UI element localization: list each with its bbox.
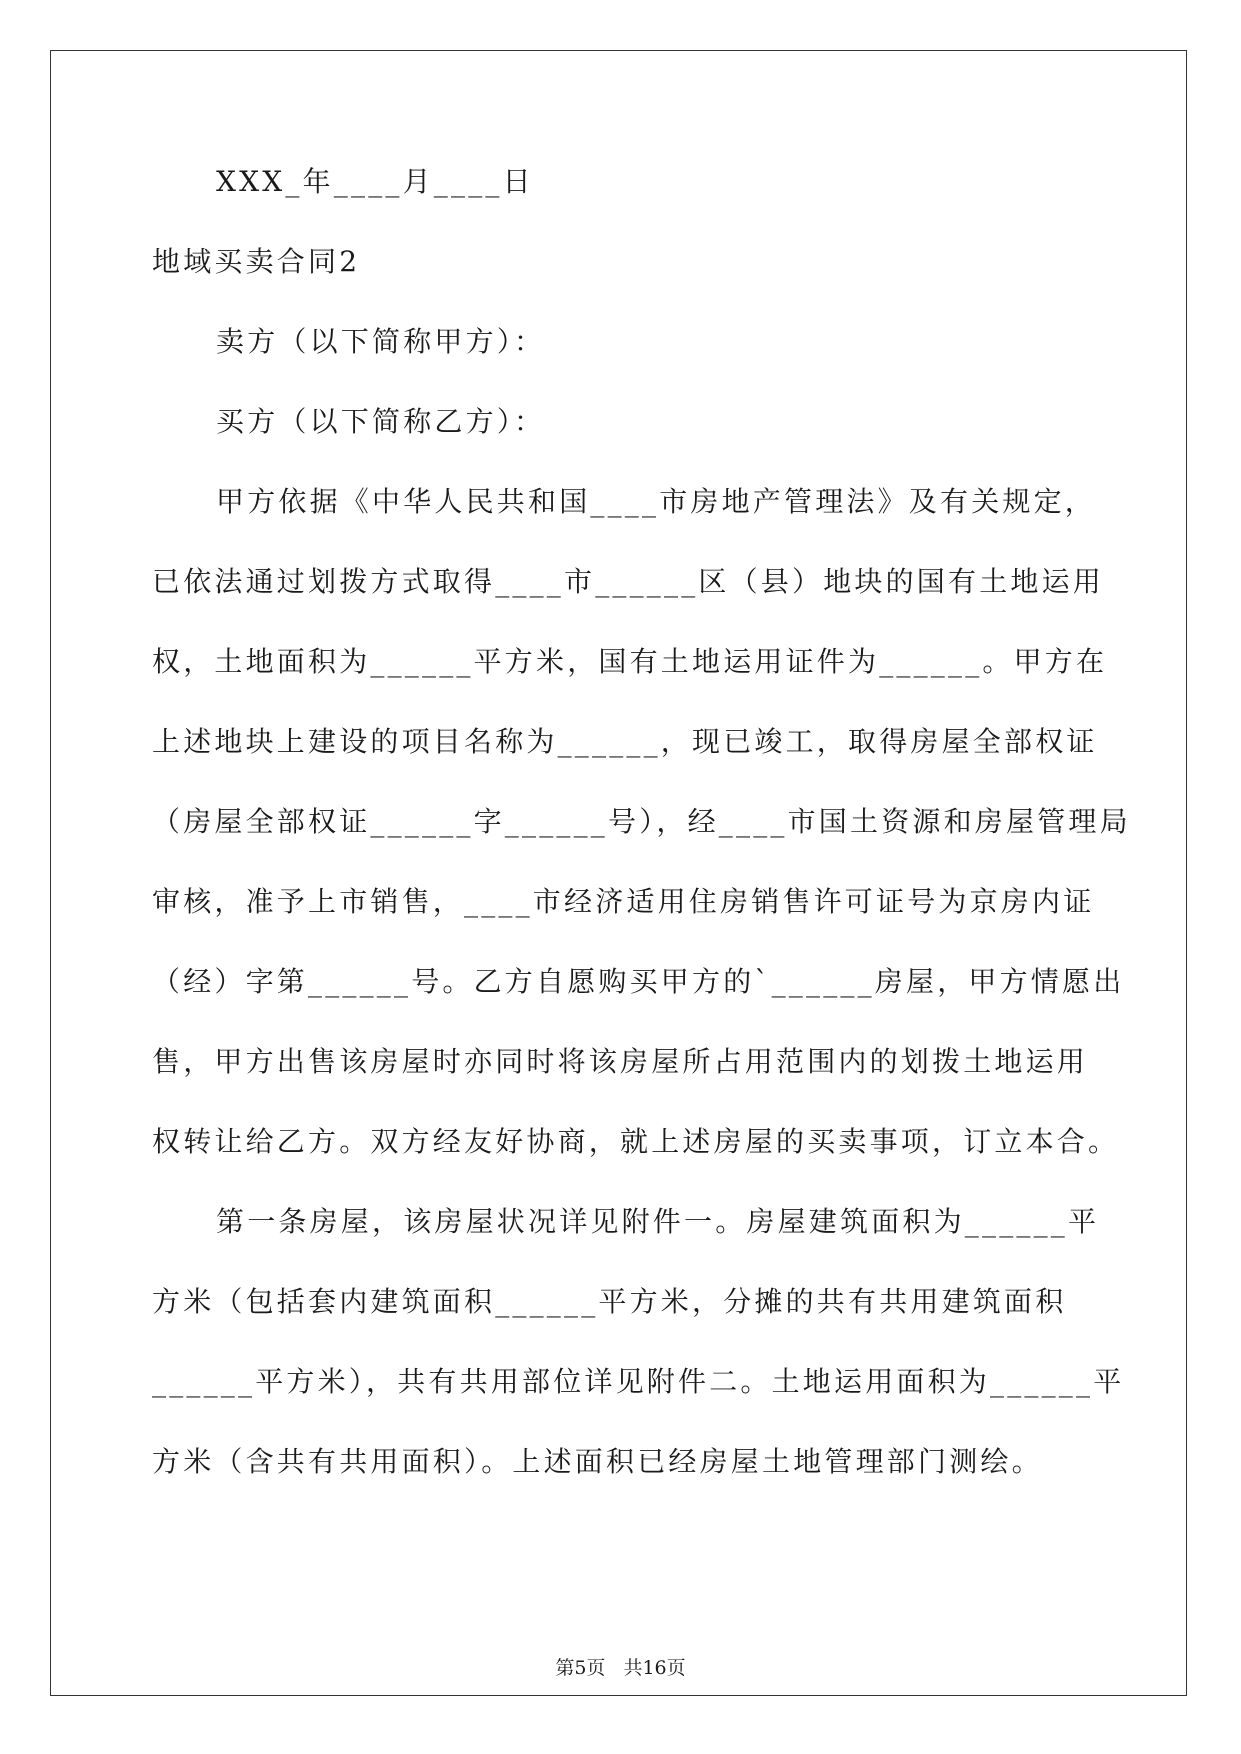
article-one-line: 第一条房屋，该房屋状况详见附件一。房屋建筑面积为______平 [216, 1205, 1100, 1238]
seller-line: 卖方（以下简称甲方）： [216, 325, 546, 358]
paragraph-line: 权转让给乙方。双方经友好协商，就上述房屋的买卖事项，订立本合。 [152, 1125, 1120, 1158]
article-one-line: 方米（含共有共用面积）。上述面积已经房屋土地管理部门测绘。 [152, 1445, 1043, 1478]
paragraph-line: 权，土地面积为______平方米，国有土地运用证件为______。甲方在 [152, 645, 1108, 678]
paragraph-line: （经）字第______号。乙方自愿购买甲方的`______房屋，甲方情愿出 [152, 965, 1125, 998]
document-body [152, 160, 1131, 1520]
article-one-line: 方米（包括套内建筑面积______平方米，分摊的共有共用建筑面积 [152, 1285, 1067, 1318]
page-number-current: 第5页 [555, 1657, 606, 1679]
page-number-total: 共16页 [623, 1657, 686, 1679]
date-line: XXX_年____月____日 [216, 165, 534, 198]
contract-title: 地域买卖合同2 [152, 245, 361, 278]
paragraph-line: 已依法通过划拨方式取得____市______区（县）地块的国有土地运用 [152, 565, 1105, 598]
buyer-line: 买方（以下简称乙方）： [216, 405, 546, 438]
page-footer [0, 1653, 1241, 1680]
paragraph-line: （房屋全部权证______字______号），经____市国土资源和房屋管理局 [152, 805, 1131, 838]
paragraph-line: 审核，准予上市销售，____市经济适用住房销售许可证号为京房内证 [152, 885, 1095, 918]
paragraph-line: 售，甲方出售该房屋时亦同时将该房屋所占用范围内的划拨土地运用 [152, 1045, 1089, 1078]
article-one-line: ______平方米），共有共用部位详见附件二。土地运用面积为______平 [152, 1365, 1125, 1398]
paragraph-line: 甲方依据《中华人民共和国____市房地产管理法》及有关规定， [216, 485, 1097, 518]
paragraph-line: 上述地块上建设的项目名称为______，现已竣工，取得房屋全部权证 [152, 725, 1098, 758]
